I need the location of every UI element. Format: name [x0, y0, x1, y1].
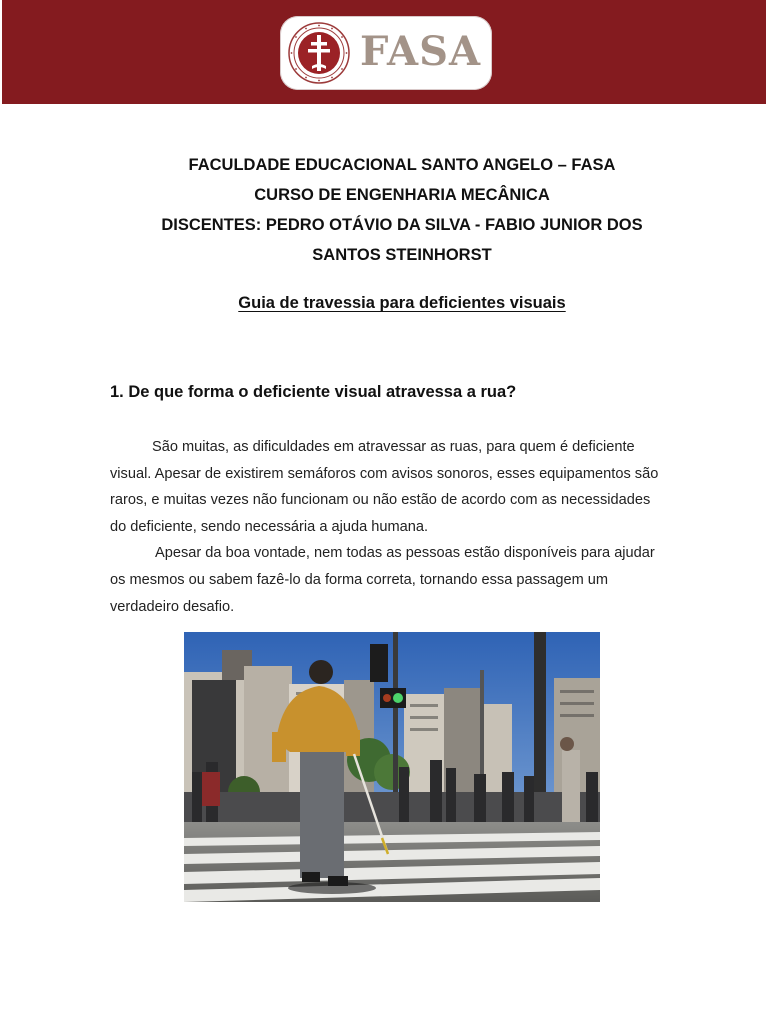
document-title: Guia de travessia para deficientes visuais [238, 294, 566, 312]
paragraph-1-line: raros, e muitas vezes não funcionam ou não estão de acordo com as necessidades [110, 492, 651, 509]
institution-name: FACULDADE EDUCACIONAL SANTO ANGELO – FASA [188, 156, 616, 174]
fasa-logo [280, 16, 492, 90]
paragraph-2-line: Apesar da boa vontade, nem todas as pessoas estão disponíveis para ajudar [155, 545, 655, 562]
paragraph-1-line: do deficiente, sendo necessária a ajuda humana. [110, 518, 429, 535]
body-text [110, 434, 710, 620]
paragraph-1-line: visual. Apesar de existirem semáforos com avisos sonoros, esses equipamentos são [110, 465, 659, 482]
paragraph-2-line: verdadeiro desafio. [110, 598, 235, 615]
paragraph-1-line: São muitas, as dificuldades em atravessar as ruas, para quem é deficiente [152, 439, 635, 455]
crosswalk-photo [184, 632, 600, 902]
section-heading: 1. De que forma o deficiente visual atravessa a rua? [110, 383, 517, 401]
institution-heading [90, 150, 714, 270]
logo-wordmark: FASA [360, 28, 482, 75]
page-header [2, 0, 766, 104]
cross-of-lorraine-seal-icon [288, 22, 350, 84]
paragraph-2-line: os mesmos ou sabem fazê-lo da forma correta, tornando essa passagem um [110, 571, 609, 588]
students-line: DISCENTES: PEDRO OTÁVIO DA SILVA - FABIO JUNIOR DOS [161, 216, 643, 234]
crosswalk-photo-icon [184, 632, 600, 902]
students-line-continued: SANTOS STEINHORST [312, 246, 492, 264]
course-name: CURSO DE ENGENHARIA MECÂNICA [254, 186, 550, 204]
